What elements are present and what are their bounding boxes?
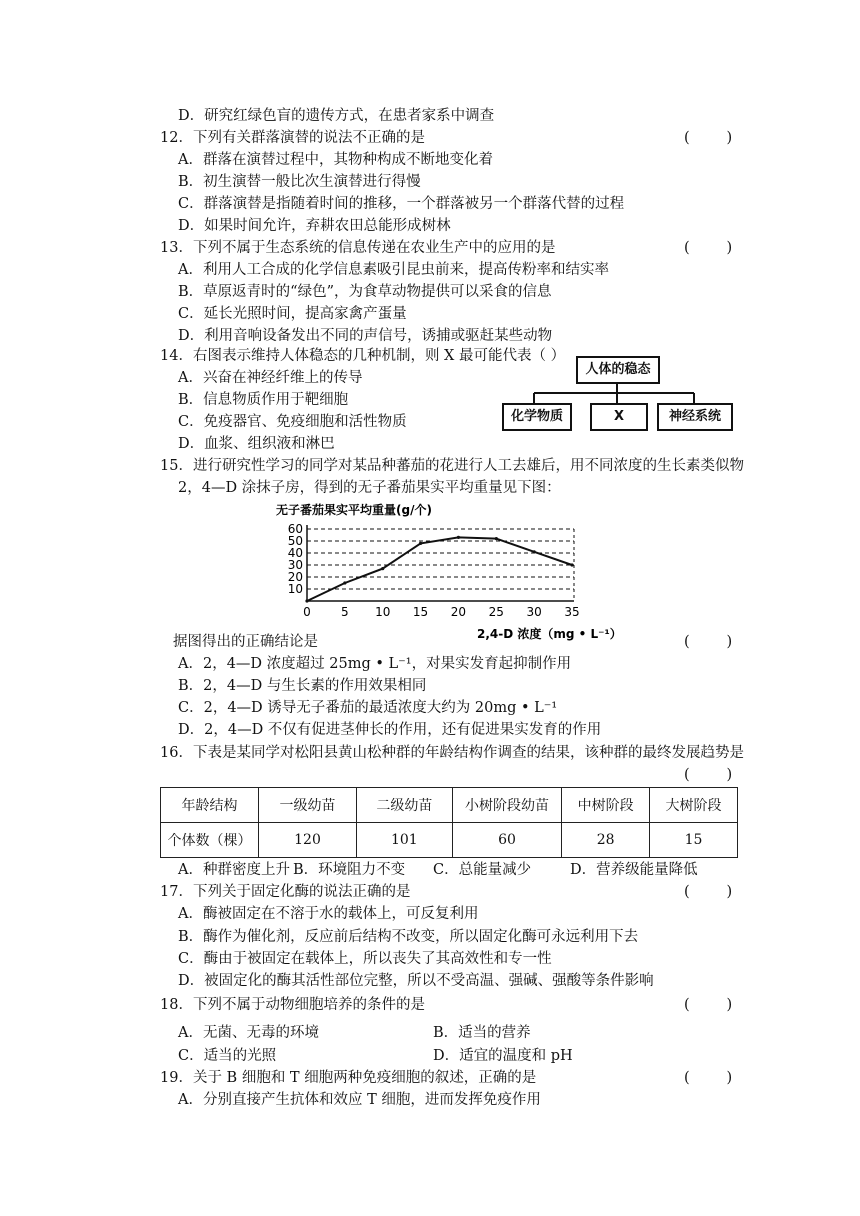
- chart-x-tick-label: 10: [375, 605, 391, 619]
- age-structure-table: [160, 787, 738, 858]
- q12-option-d: D．如果时间允许，弃耕农田总能形成树林: [178, 218, 451, 234]
- q13-option-d: D．利用音响设备发出不同的声信号，诱捕或驱赶某些动物: [178, 328, 553, 344]
- q13-answer-blank: ( ): [684, 240, 733, 256]
- table-header-cell: 年龄结构: [161, 788, 259, 823]
- q16-answer-blank: ( ): [684, 767, 733, 783]
- q17-option-b: B．酶作为催化剂，反应前后结构不改变，所以固定化酶可永远利用下去: [178, 929, 639, 945]
- q16-option-c: C．总能量减少: [433, 862, 532, 878]
- q14-option-d: D．血浆、组织液和淋巴: [178, 436, 335, 452]
- chart-y-tick-label: 10: [287, 582, 303, 596]
- chart-y-tick-label: 30: [287, 558, 303, 572]
- q17-option-d: D．被固定化的酶其活性部位完整，所以不受高温、强碱、强酸等条件影响: [178, 973, 654, 989]
- q15-option-a: A．2，4—D 浓度超过 25mg • L⁻¹，对果实发育起抑制作用: [178, 656, 572, 672]
- q18-option-d: D．适宜的温度和 pH: [433, 1048, 573, 1064]
- q12-option-a: A．群落在演替过程中，其物种构成不断地变化着: [178, 152, 493, 168]
- chart-x-tick-label: 20: [450, 605, 467, 619]
- q18-stem: 18．下列不属于动物细胞培养的条件的是: [160, 997, 425, 1013]
- q15-stem-line2: 2，4—D 涂抹子房，得到的无子番茄果实平均重量见下图：: [178, 480, 561, 496]
- chart-y-tick-label: 60: [287, 522, 303, 536]
- chart-x-tick-label: 35: [564, 605, 580, 619]
- chart-x-tick-label: 25: [488, 605, 504, 619]
- q14-option-a: A．兴奋在神经纤维上的传导: [178, 370, 363, 386]
- table-cell: 15: [650, 823, 738, 858]
- q18-option-b: B．适当的营养: [433, 1025, 531, 1041]
- q14-stem: 14．右图表示维持人体稳态的几种机制，则 X 最可能代表（ ）: [160, 348, 566, 364]
- q16-option-b: B．环境阻力不变: [293, 862, 406, 878]
- table-cell: 120: [259, 823, 357, 858]
- q17-stem: 17．下列关于固定化酶的说法正确的是: [160, 884, 411, 900]
- chart-y-tick-label: 50: [287, 534, 303, 548]
- chart-x-tick-label: 5: [341, 605, 349, 619]
- chart-data-point: [495, 537, 498, 540]
- q14-option-b: B．信息物质作用于靶细胞: [178, 392, 349, 408]
- chart-series-line: [307, 537, 572, 601]
- q13-option-a: A．利用人工合成的化学信息素吸引昆虫前来，提高传粉率和结实率: [178, 262, 609, 278]
- q17-option-c: C．酶由于被固定在载体上，所以丧失了其高效性和专一性: [178, 951, 552, 967]
- q12-answer-blank: ( ): [684, 130, 733, 146]
- q17-option-a: A．酶被固定在不溶于水的载体上，可反复利用: [178, 906, 479, 922]
- chart-x-tick-label: 15: [412, 605, 429, 619]
- q17-answer-blank: ( ): [684, 884, 733, 900]
- table-header-cell: 大树阶段: [650, 788, 738, 823]
- diagram-box-nervous: 神经系统: [657, 403, 733, 431]
- q19-answer-blank: ( ): [684, 1070, 733, 1086]
- chart-data-point: [305, 599, 308, 602]
- table-header-cell: 小树阶段幼苗: [452, 788, 561, 823]
- q19-stem: 19．关于 B 细胞和 T 细胞两种免疫细胞的叙述，正确的是: [160, 1070, 537, 1086]
- q19-option-a: A．分别直接产生抗体和效应 T 细胞，进而发挥免疫作用: [178, 1092, 541, 1108]
- diagram-box-chemical: 化学物质: [502, 403, 572, 431]
- chart-xlabel: 2,4-D 浓度（mg • L⁻¹）: [477, 627, 622, 641]
- q11-option-d: D．研究红绿色盲的遗传方式，在患者家系中调查: [178, 108, 495, 124]
- q15-option-b: B．2，4—D 与生长素的作用效果相同: [178, 678, 427, 694]
- q15-option-c: C．2，4—D 诱导无子番茄的最适浓度大约为 20mg • L⁻¹: [178, 700, 558, 716]
- table-cell: 28: [562, 823, 650, 858]
- q13-stem: 13．下列不属于生态系统的信息传递在农业生产中的应用的是: [160, 240, 556, 256]
- q13-option-c: C．延长光照时间，提高家禽产蛋量: [178, 306, 407, 322]
- chart-y-tick-label: 40: [287, 546, 303, 560]
- q16-option-a: A．种群密度上升: [178, 862, 290, 878]
- q12-option-b: B．初生演替一般比次生演替进行得慢: [178, 174, 421, 190]
- chart-y-tick-label: 20: [287, 570, 303, 584]
- weight-chart: [270, 500, 622, 648]
- q16-stem: 16．下表是某同学对松阳县黄山松种群的年龄结构作调查的结果，该种群的最终发展趋势是: [160, 745, 744, 761]
- q14-option-c: C．免疫器官、免疫细胞和活性物质: [178, 414, 407, 430]
- q18-option-a: A．无菌、无毒的环境: [178, 1025, 319, 1041]
- chart-ylabel: 无子番茄果实平均重量(g/个): [276, 503, 432, 517]
- chart-data-point: [533, 550, 536, 553]
- q18-option-c: C．适当的光照: [178, 1048, 277, 1064]
- q12-option-c: C．群落演替是指随着时间的推移，一个群落被另一个群落代替的过程: [178, 196, 625, 212]
- q15-conclusion: 据图得出的正确结论是: [173, 634, 318, 650]
- table-header-cell: 一级幼苗: [259, 788, 357, 823]
- table-header-cell: 二级幼苗: [356, 788, 452, 823]
- q12-stem: 12．下列有关群落演替的说法不正确的是: [160, 130, 425, 146]
- table-cell: 个体数（棵）: [161, 823, 259, 858]
- table-header-cell: 中树阶段: [562, 788, 650, 823]
- q15-option-d: D．2，4—D 不仅有促进茎伸长的作用，还有促进果实发育的作用: [178, 722, 602, 738]
- diagram-box-homeostasis: 人体的稳态: [576, 356, 660, 384]
- chart-data-point: [457, 536, 460, 539]
- chart-data-point: [570, 563, 573, 566]
- q13-option-b: B．草原返青时的“绿色”，为食草动物提供可以采食的信息: [178, 284, 552, 300]
- q18-answer-blank: ( ): [684, 997, 733, 1013]
- chart-data-point: [419, 542, 422, 545]
- chart-x-tick-label: 0: [303, 605, 311, 619]
- table-header-row: [161, 788, 738, 823]
- chart-data-point: [343, 581, 346, 584]
- table-row: [161, 823, 738, 858]
- table-cell: 60: [452, 823, 561, 858]
- q15-answer-blank: ( ): [684, 634, 733, 650]
- q16-option-d: D．营养级能量降低: [570, 862, 698, 878]
- q15-stem-line1: 15．进行研究性学习的同学对某品种蕃茄的花进行人工去雄后，用不同浓度的生长素类似物: [160, 458, 744, 474]
- diagram-box-x: X: [590, 403, 648, 431]
- table-cell: 101: [356, 823, 452, 858]
- chart-data-point: [381, 567, 384, 570]
- chart-x-tick-label: 30: [526, 605, 542, 619]
